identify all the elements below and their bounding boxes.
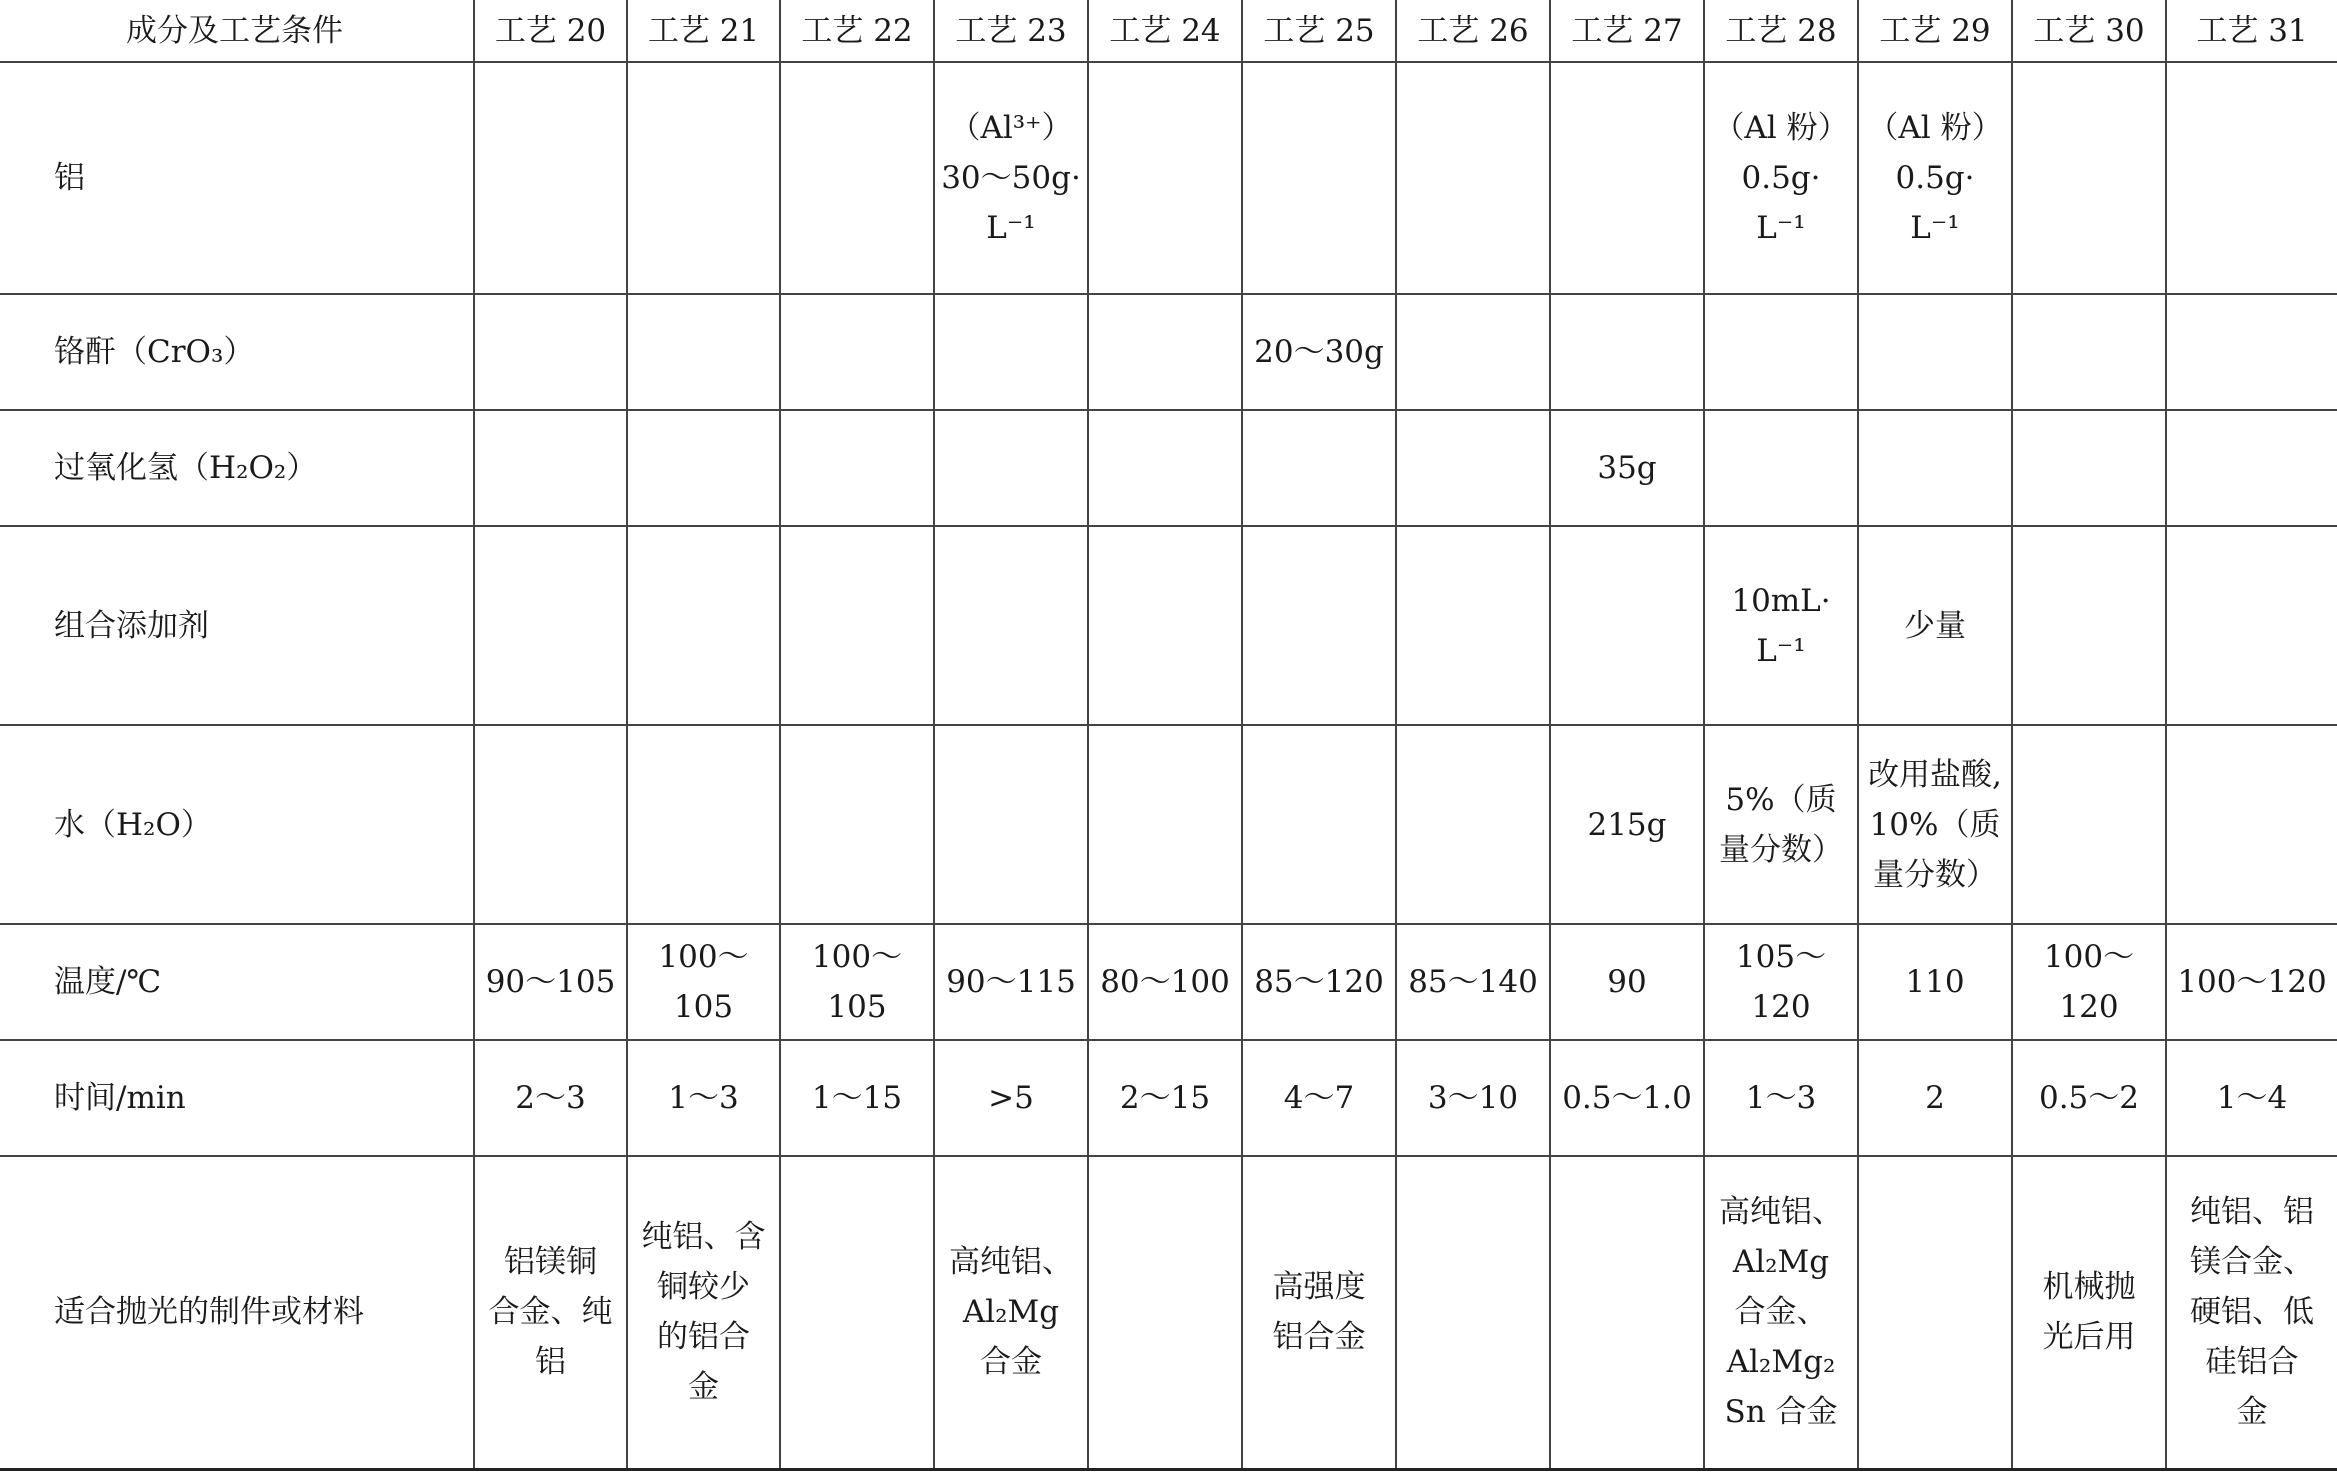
table-cell	[1550, 294, 1704, 410]
header-cell: 工艺 29	[1858, 0, 2012, 62]
table-cell	[1550, 62, 1704, 294]
table-cell	[1396, 725, 1550, 924]
table-cell: 铝镁铜 合金、纯 铝	[474, 1156, 627, 1469]
table-cell: 0.5～1.0	[1550, 1040, 1704, 1156]
table-cell	[1396, 410, 1550, 526]
table-cell	[627, 526, 780, 725]
table-row	[0, 526, 2337, 725]
table-cell: 10mL· L⁻¹	[1704, 526, 1858, 725]
table-cell: 85～140	[1396, 924, 1550, 1040]
table-cell	[627, 62, 780, 294]
table-cell: 5%（质 量分数）	[1704, 725, 1858, 924]
table-row	[0, 410, 2337, 526]
table-cell	[2166, 725, 2337, 924]
header-cell: 工艺 23	[934, 0, 1088, 62]
table-cell	[2012, 526, 2166, 725]
table-cell	[780, 1156, 934, 1469]
table-cell	[934, 410, 1088, 526]
header-cell: 工艺 28	[1704, 0, 1858, 62]
table-cell: 2～15	[1088, 1040, 1242, 1156]
table-cell	[934, 725, 1088, 924]
header-cell: 工艺 31	[2166, 0, 2337, 62]
table-cell	[1242, 725, 1396, 924]
table-cell: 2～3	[474, 1040, 627, 1156]
header-cell: 工艺 26	[1396, 0, 1550, 62]
header-cell: 工艺 27	[1550, 0, 1704, 62]
row-label: 过氧化氢（H₂O₂）	[0, 410, 474, 526]
header-cell: 成分及工艺条件	[0, 0, 474, 62]
table-cell: （Al 粉） 0.5g· L⁻¹	[1858, 62, 2012, 294]
table-row	[0, 294, 2337, 410]
table-cell	[2166, 294, 2337, 410]
table-cell: 4～7	[1242, 1040, 1396, 1156]
table-cell: 90～105	[474, 924, 627, 1040]
table-cell	[1550, 1156, 1704, 1469]
table-cell	[474, 526, 627, 725]
table-cell: 105～120	[1704, 924, 1858, 1040]
table-cell	[474, 410, 627, 526]
row-label: 时间/min	[0, 1040, 474, 1156]
table-cell: 85～120	[1242, 924, 1396, 1040]
table-cell	[627, 725, 780, 924]
table-cell	[780, 294, 934, 410]
table-cell: 100～120	[2012, 924, 2166, 1040]
table-row	[0, 924, 2337, 1040]
table-cell	[780, 526, 934, 725]
table-cell	[2166, 62, 2337, 294]
table-cell	[2012, 410, 2166, 526]
table-cell: 3～10	[1396, 1040, 1550, 1156]
table-cell	[474, 294, 627, 410]
table-cell: 35g	[1550, 410, 1704, 526]
table-cell: 90	[1550, 924, 1704, 1040]
table-cell: 215g	[1550, 725, 1704, 924]
table-row	[0, 62, 2337, 294]
table-header-row	[0, 0, 2337, 62]
table-cell	[1858, 1156, 2012, 1469]
table-cell	[780, 725, 934, 924]
row-label: 组合添加剂	[0, 526, 474, 725]
table-cell	[1242, 526, 1396, 725]
header-cell: 工艺 30	[2012, 0, 2166, 62]
table-cell	[1858, 410, 2012, 526]
table-cell: 1～4	[2166, 1040, 2337, 1156]
table-cell	[1088, 294, 1242, 410]
table-row	[0, 1156, 2337, 1469]
table-cell: 改用盐酸, 10%（质 量分数）	[1858, 725, 2012, 924]
table-cell: 1～3	[627, 1040, 780, 1156]
table-cell: 90～115	[934, 924, 1088, 1040]
table-cell: 110	[1858, 924, 2012, 1040]
table-cell	[627, 410, 780, 526]
table-cell	[1242, 410, 1396, 526]
table-cell	[2166, 410, 2337, 526]
table-cell	[474, 725, 627, 924]
table-cell	[1242, 62, 1396, 294]
row-label: 温度/℃	[0, 924, 474, 1040]
table-cell: 1～3	[1704, 1040, 1858, 1156]
table-cell	[474, 62, 627, 294]
table-cell	[1396, 526, 1550, 725]
table-cell	[1704, 294, 1858, 410]
table-cell	[1704, 410, 1858, 526]
header-cell: 工艺 21	[627, 0, 780, 62]
table-cell: 100～105	[627, 924, 780, 1040]
table-cell: 纯铝、含 铜较少 的铝合 金	[627, 1156, 780, 1469]
table-cell: 80～100	[1088, 924, 1242, 1040]
table-cell: 0.5～2	[2012, 1040, 2166, 1156]
table-cell	[2012, 62, 2166, 294]
header-cell: 工艺 24	[1088, 0, 1242, 62]
table-row	[0, 725, 2337, 924]
table-cell: （Al 粉） 0.5g· L⁻¹	[1704, 62, 1858, 294]
table-cell	[1088, 526, 1242, 725]
table-cell: >5	[934, 1040, 1088, 1156]
table-cell	[2166, 526, 2337, 725]
row-label: 水（H₂O）	[0, 725, 474, 924]
table-cell	[1396, 1156, 1550, 1469]
header-cell: 工艺 25	[1242, 0, 1396, 62]
table-cell	[2012, 725, 2166, 924]
table-cell	[780, 62, 934, 294]
table-cell: 少量	[1858, 526, 2012, 725]
table-cell: 2	[1858, 1040, 2012, 1156]
table-cell	[1088, 725, 1242, 924]
table-cell	[934, 526, 1088, 725]
table-cell	[1088, 1156, 1242, 1469]
table-cell	[1088, 410, 1242, 526]
table-cell: 20～30g	[1242, 294, 1396, 410]
table-cell: 高纯铝、 Al₂Mg 合金	[934, 1156, 1088, 1469]
table-cell	[627, 294, 780, 410]
table-cell	[2012, 294, 2166, 410]
table-cell: （Al³⁺） 30～50g· L⁻¹	[934, 62, 1088, 294]
table-cell: 机械抛 光后用	[2012, 1156, 2166, 1469]
table-cell: 纯铝、铝 镁合金、 硬铝、低 硅铝合 金	[2166, 1156, 2337, 1469]
row-label: 铬酐（CrO₃）	[0, 294, 474, 410]
header-cell: 工艺 20	[474, 0, 627, 62]
table-cell	[934, 294, 1088, 410]
header-cell: 工艺 22	[780, 0, 934, 62]
table-cell	[1550, 526, 1704, 725]
row-label: 适合抛光的制件或材料	[0, 1156, 474, 1469]
table-cell	[780, 410, 934, 526]
table-cell: 100～120	[2166, 924, 2337, 1040]
table-cell	[1858, 294, 2012, 410]
table-cell: 高纯铝、 Al₂Mg 合金、 Al₂Mg₂ Sn 合金	[1704, 1156, 1858, 1469]
table-cell: 100～105	[780, 924, 934, 1040]
row-label: 铝	[0, 62, 474, 294]
table-cell: 高强度 铝合金	[1242, 1156, 1396, 1469]
table-cell: 1～15	[780, 1040, 934, 1156]
table-row	[0, 1040, 2337, 1156]
table-cell	[1396, 294, 1550, 410]
table-cell	[1088, 62, 1242, 294]
table-cell	[1396, 62, 1550, 294]
